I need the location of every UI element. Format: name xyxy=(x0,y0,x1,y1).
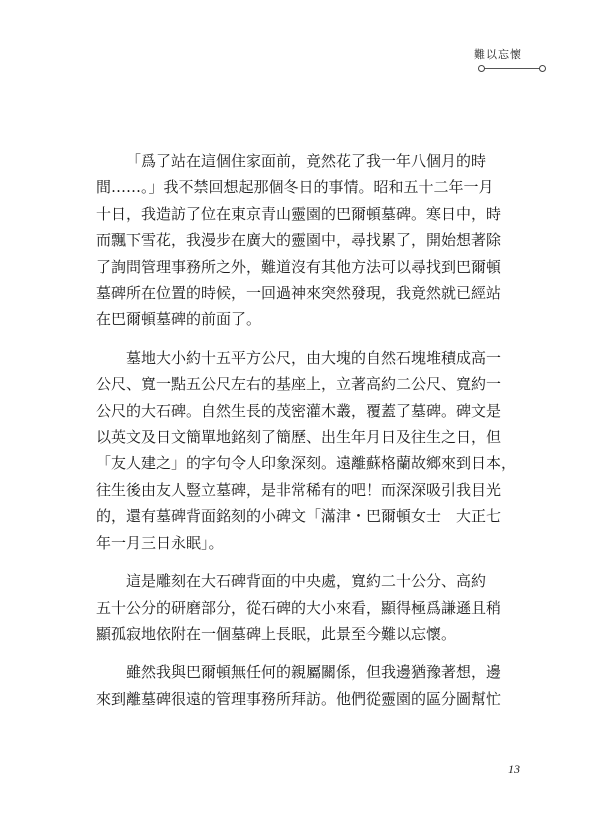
text-line: 公尺的大石碑。自然生長的茂密灌木叢，覆蓋了墓碑。碑文是 xyxy=(96,401,502,420)
text-line: 以英文及日文簡單地銘刻了簡歷、出生年月日及往生之日，但 xyxy=(96,428,502,447)
paragraph-4 xyxy=(96,659,526,712)
text-line: 間……。」我不禁回想起那個冬日的事情。昭和五十二年一月 xyxy=(96,178,494,197)
paragraph-2 xyxy=(96,345,526,556)
ornament-circle-right xyxy=(539,65,546,72)
text-line: 了詢問管理事務所之外，難道沒有其他方法可以尋找到巴爾頓 xyxy=(96,257,502,276)
running-header-title: 難以忘懷 xyxy=(474,48,522,61)
text-line: 「友人建之」的字句令人印象深刻。遠離蘇格蘭故鄉來到日本， xyxy=(96,454,517,473)
text-line: 五十公分的研磨部分，從石碑的大小來看，顯得極爲謙遜且稍 xyxy=(96,598,502,617)
text-line: 往生後由友人豎立墓碑，是非常稀有的吧！而深深吸引我目光 xyxy=(96,480,502,499)
text-line: 十日，我造訪了位在東京青山靈園的巴爾頓墓碑。寒日中，時 xyxy=(96,204,502,223)
paragraph-3 xyxy=(96,568,526,647)
text-line: 這是雕刻在大石碑背面的中央處，寬約二十公分、高約 xyxy=(126,572,487,591)
header-ornament-rule xyxy=(482,68,542,69)
text-line: 墓碑所在位置的時候，一回過神來突然發現，我竟然就已經站 xyxy=(96,284,502,303)
text-line: 在巴爾頓墓碑的前面了。 xyxy=(96,310,262,329)
text-line: 而飄下雪花，我漫步在廣大的靈園中，尋找累了，開始想著除 xyxy=(96,231,502,250)
text-line: 墓地大小約十五平方公尺，由大塊的自然石塊堆積成高一 xyxy=(126,348,502,367)
text-line: 雖然我與巴爾頓無任何的親屬關係，但我邊猶豫著想，邊 xyxy=(126,663,502,682)
text-line: 顯孤寂地依附在一個墓碑上長眠，此景至今難以忘懷。 xyxy=(96,624,457,643)
paragraph-1 xyxy=(96,148,526,333)
body-text xyxy=(96,148,526,724)
ornament-circle-left xyxy=(478,65,485,72)
text-line: 的，還有墓碑背面銘刻的小碑文「滿津・巴爾頓女士 大正七 xyxy=(96,507,502,526)
text-line: 公尺、寬一點五公尺左右的基座上，立著高約二公尺、寬約一 xyxy=(96,375,502,394)
page-number: 13 xyxy=(508,762,520,776)
text-line: 「爲了站在這個住家面前，竟然花了我一年八個月的時 xyxy=(126,152,487,170)
text-line: 年一月三日永眠」。 xyxy=(96,533,224,552)
text-line: 來到離墓碑很遠的管理事務所拜訪。他們從靈園的區分圖幫忙 xyxy=(96,689,502,708)
